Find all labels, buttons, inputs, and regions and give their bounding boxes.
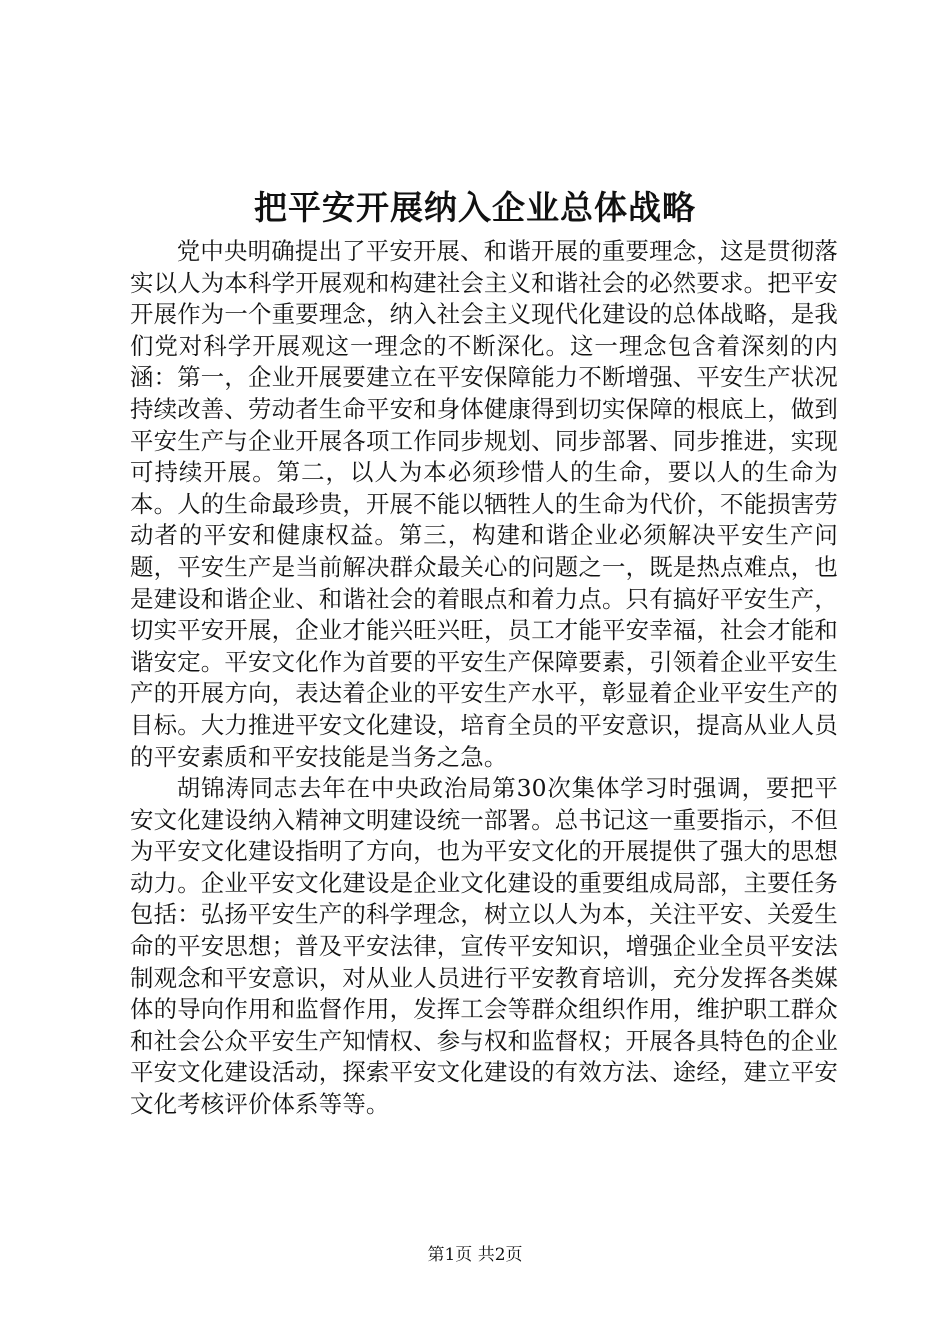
document-title: 把平安开展纳入企业总体战略	[254, 188, 696, 227]
paragraph-1: 党中央明确提出了平安开展、和谐开展的重要理念，这是贯彻落实以人为本科学开展观和构建社会主义和谐社会的必然要求。把平安开展作为一个重要理念，纳入社会主义现代化建设的总体战略，是我们党对科学开展观这一理念的不断深化。这一理念包含着深刻的内涵：第一，企业开展要建立在平安保障能力不断增强、平安生产状况持续改善、劳动者生命平安和身体健康得到切实保障的根底上，做到平安生产与企业开展各项工作同步规划、同步部署、同步推进，实现可持续开展。第二，以人为本必须珍惜人的生命，要以人的生命为本。人的生命最珍贵，开展不能以牺牲人的生命为代价，不能损害劳动者的平安和健康权益。第三，构建和谐企业必须解决平安生产问题，平安生产是当前解决群众最关心的问题之一，既是热点难点，也是建设和谐企业、和谐社会的着眼点和着力点。只有搞好平安生产，切实平安开展，企业才能兴旺兴旺，员工才能平安幸福，社会才能和谐安定。平安文化作为首要的平安生产保障要素，引领着企业平安生产的开展方向，表达着企业的平安生产水平，彰显着企业平安生产的目标。大力推进平安文化建设，培育全员的平安意识，提高从业人员的平安素质和平安技能是当务之急。	[130, 237, 838, 771]
paragraph-2: 胡锦涛同志去年在中央政治局第30次集体学习时强调，要把平安文化建设纳入精神文明建设统一部署。总书记这一重要指示，不但为平安文化建设指明了方向，也为平安文化的开展提供了强大的思想动力。企业平安文化建设是企业文化建设的重要组成局部，主要任务包括：弘扬平安生产的科学理念，树立以人为本，关注平安、关爱生命的平安思想；普及平安法律，宣传平安知识，增强企业全员平安法制观念和平安意识，对从业人员进行平安教育培训，充分发挥各类媒体的导向作用和监督作用，发挥工会等群众组织作用，维护职工群众和社会公众平安生产知情权、参与权和监督权；开展各具特色的企业平安文化建设活动，探索平安文化建设的有效方法、途经，建立平安文化考核评价体系等等。	[130, 774, 838, 1119]
page-number-footer: 第1页 共2页	[427, 1245, 523, 1265]
document-body	[130, 236, 838, 1121]
